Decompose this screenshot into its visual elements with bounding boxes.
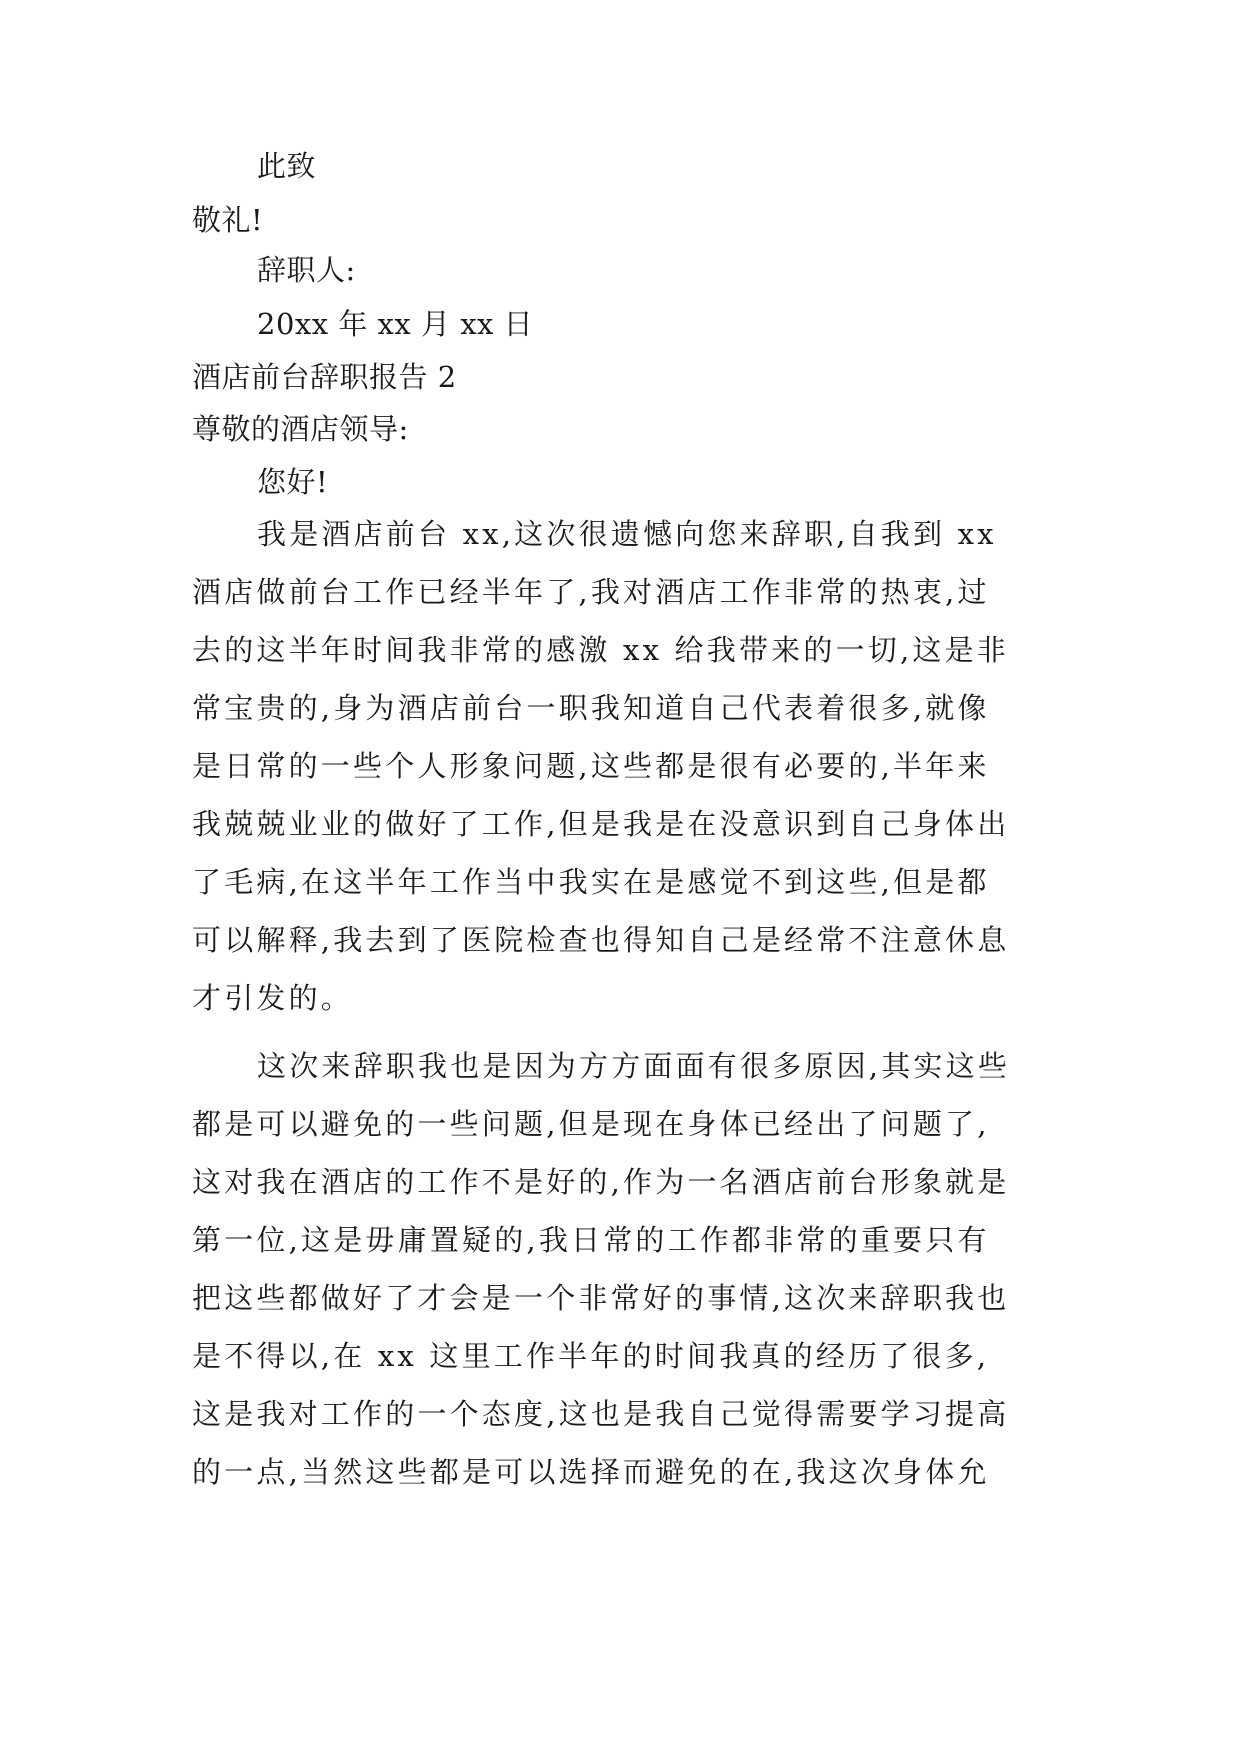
report-title: 酒店前台辞职报告 2	[192, 360, 457, 394]
paragraph-1-line: 酒店做前台工作已经半年了,我对酒店工作非常的热衷,过	[192, 575, 990, 609]
report-paragraph-1	[192, 505, 1072, 1027]
paragraph-1-line: 是日常的一些个人形象问题,这些都是很有必要的,半年来	[192, 749, 990, 783]
paragraph-1-line: 我兢兢业业的做好了工作,但是我是在没意识到自己身体出	[192, 807, 1010, 841]
paragraph-1-line: 了毛病,在这半年工作当中我实在是感觉不到这些,但是都	[192, 865, 990, 899]
report-paragraph-2	[192, 1037, 1072, 1501]
letter-date: 20xx 年 xx 月 xx 日	[257, 307, 534, 341]
paragraph-1-line: 可以解释,我去到了医院检查也得知自己是经常不注意休息	[192, 923, 1010, 957]
paragraph-2-line: 这对我在酒店的工作不是好的,作为一名酒店前台形象就是	[192, 1165, 1010, 1199]
paragraph-2-line: 都是可以避免的一些问题,但是现在身体已经出了问题了,	[192, 1107, 990, 1141]
paragraph-2-line: 的一点,当然这些都是可以选择而避免的在,我这次身体允	[192, 1455, 990, 1489]
paragraph-1-line: 常宝贵的,身为酒店前台一职我知道自己代表着很多,就像	[192, 691, 990, 725]
letter-signer: 辞职人:	[257, 253, 356, 287]
paragraph-1-line: 我是酒店前台 xx,这次很遗憾向您来辞职,自我到 xx	[257, 517, 997, 551]
paragraph-1-line: 去的这半年时间我非常的感激 xx 给我带来的一切,这是非	[192, 633, 1009, 667]
letter-salute: 敬礼!	[192, 203, 264, 237]
paragraph-2-line: 是不得以,在 xx 这里工作半年的时间我真的经历了很多,	[192, 1339, 990, 1373]
paragraph-2-line: 第一位,这是毋庸置疑的,我日常的工作都非常的重要只有	[192, 1223, 990, 1257]
paragraph-2-line: 这是我对工作的一个态度,这也是我自己觉得需要学习提高	[192, 1397, 1010, 1431]
report-greeting: 您好!	[257, 465, 329, 499]
paragraph-2-line: 把这些都做好了才会是一个非常好的事情,这次来辞职我也	[192, 1281, 1010, 1315]
paragraph-2-line: 这次来辞职我也是因为方方面面有很多原因,其实这些	[257, 1049, 1011, 1083]
paragraph-1-line: 才引发的。	[192, 981, 354, 1015]
report-addressee: 尊敬的酒店领导:	[192, 412, 409, 446]
letter-closing: 此致	[257, 149, 317, 183]
